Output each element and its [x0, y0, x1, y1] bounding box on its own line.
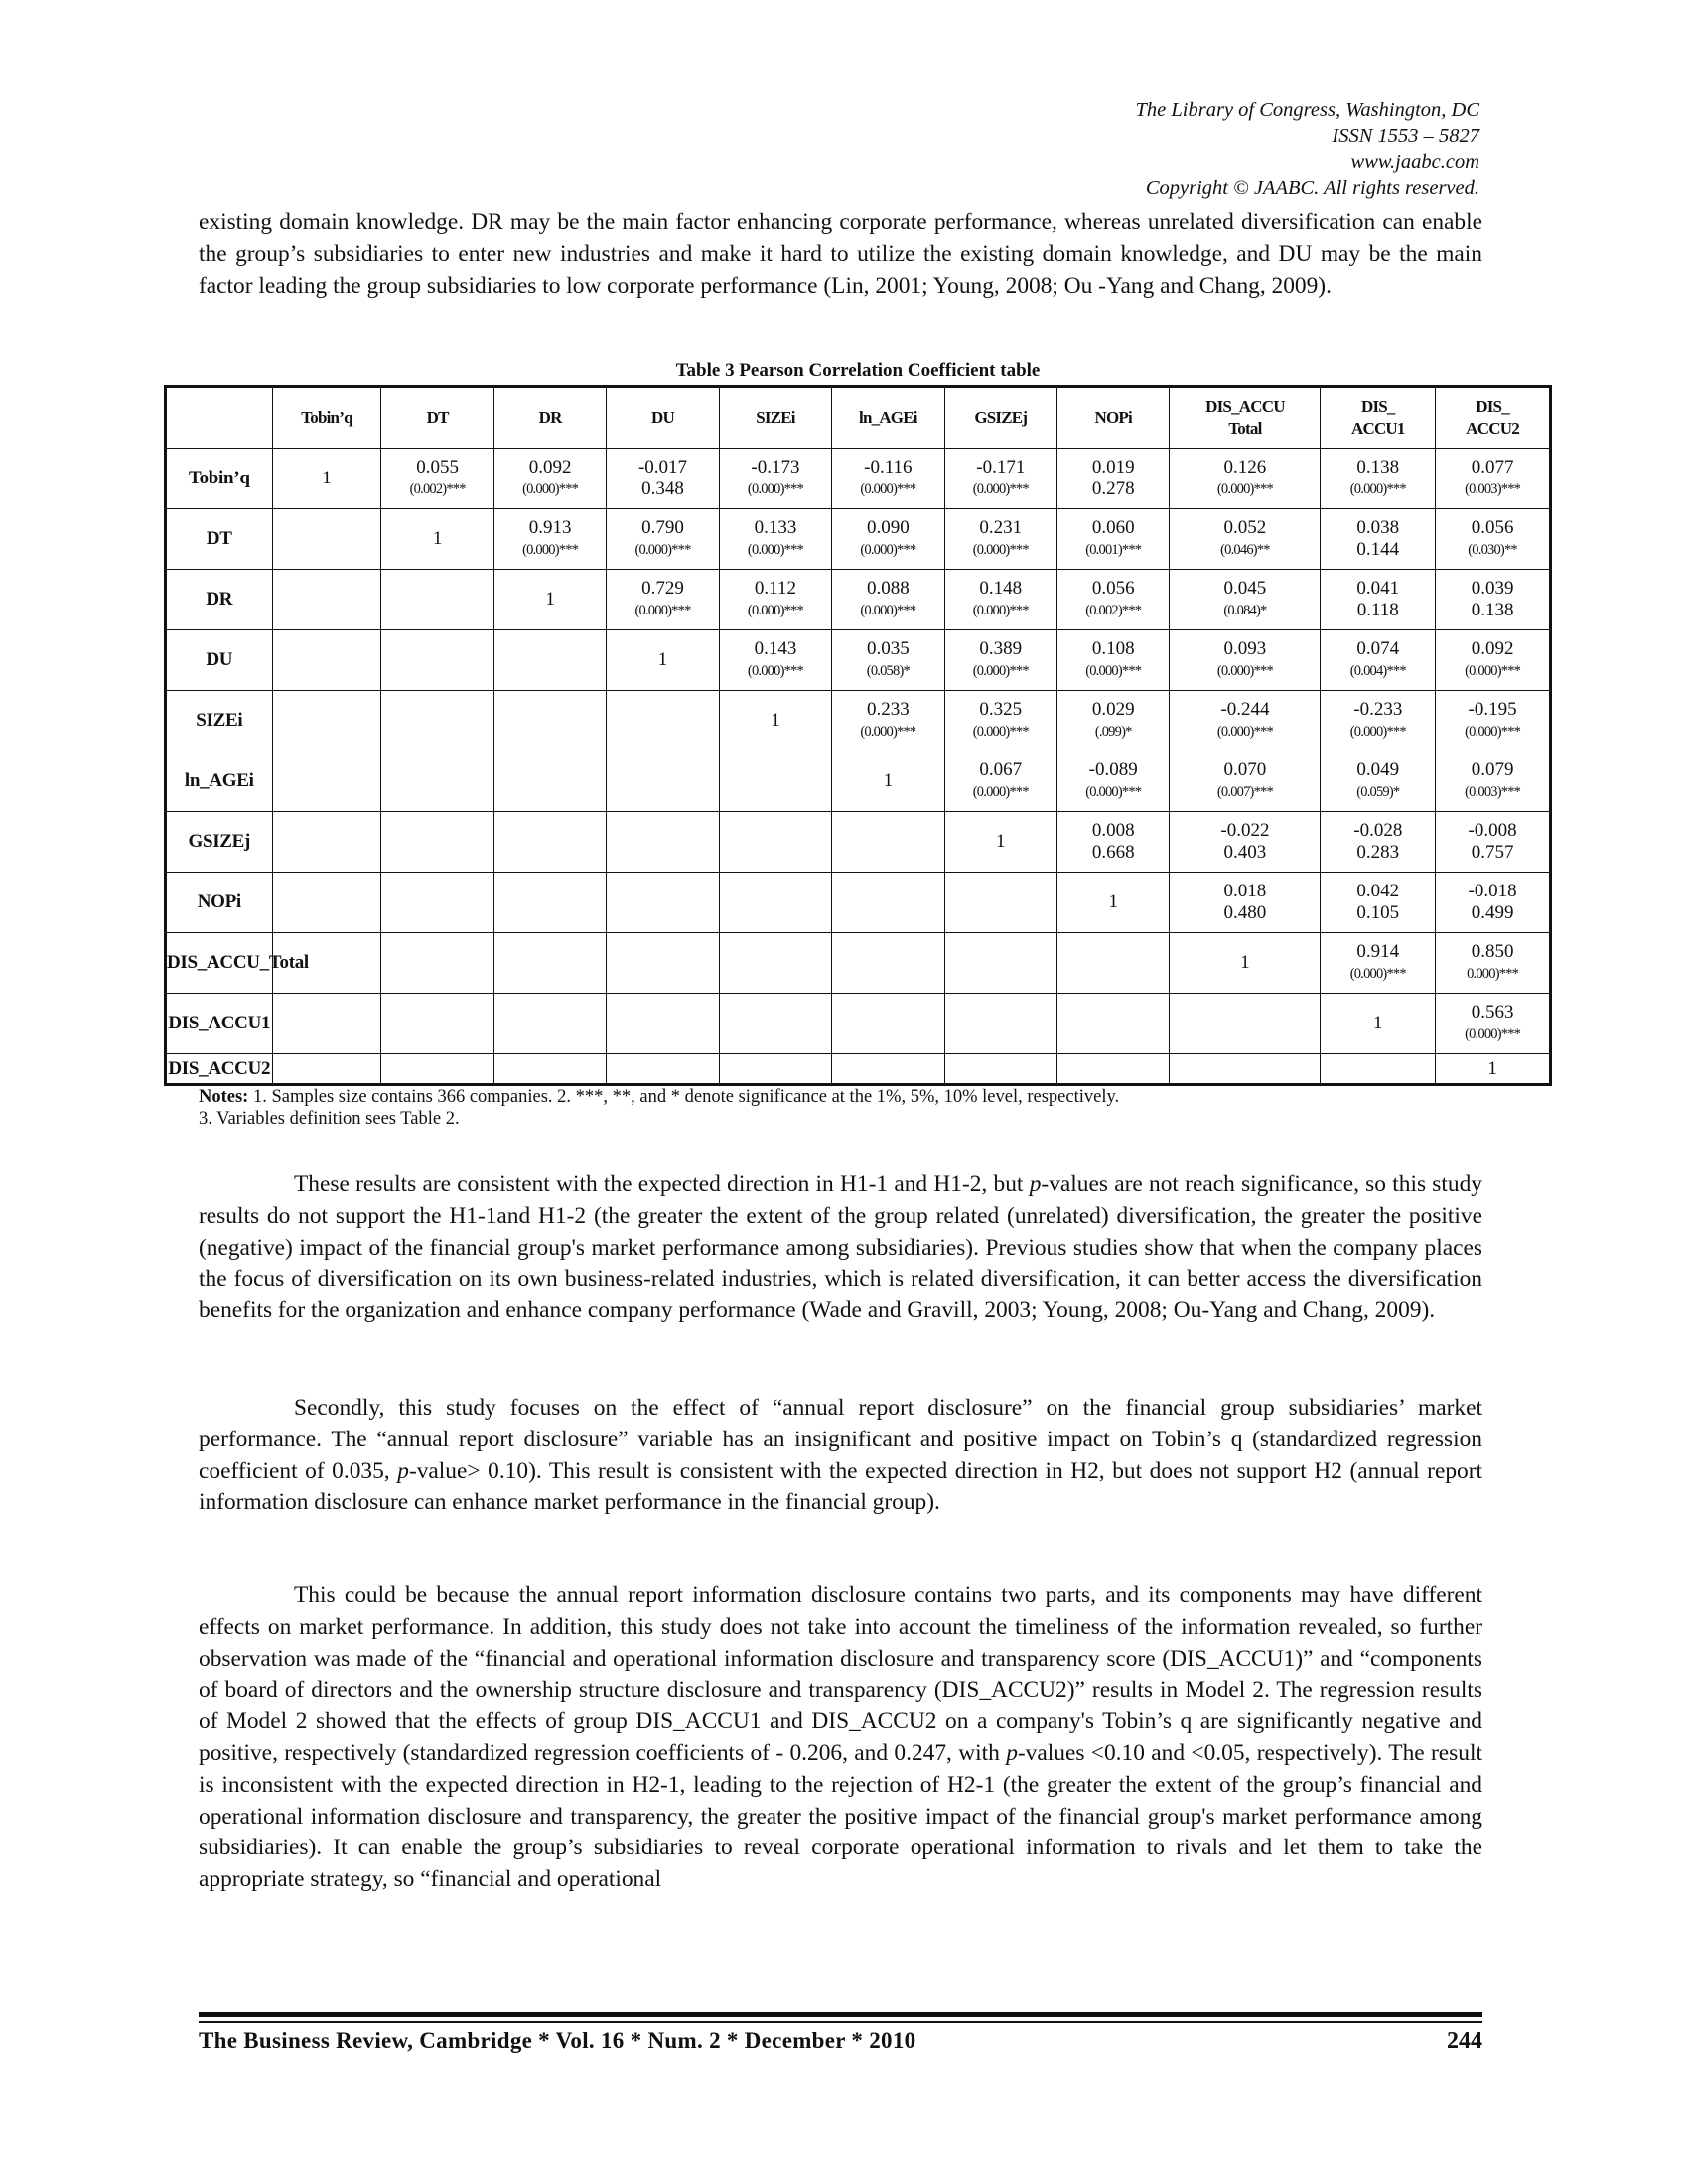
- p-value: 0.144: [1356, 539, 1400, 560]
- table-cell: [1170, 691, 1321, 751]
- header-line-3: www.jaabc.com: [1350, 151, 1479, 173]
- p-value: (0.000)***: [1085, 663, 1142, 679]
- table-cell: [1057, 509, 1170, 570]
- p-value: (0.000)***: [1085, 784, 1142, 800]
- table-cell: [493, 994, 606, 1054]
- coefficient-value: 1: [1487, 1057, 1497, 1079]
- header-line-4: Copyright © JAABC. All rights reserved.: [1145, 177, 1479, 199]
- table-cell: [1170, 873, 1321, 933]
- p-value: 0.403: [1223, 842, 1267, 863]
- table-cell: [607, 1054, 719, 1085]
- coefficient-value: 0.079: [1471, 759, 1514, 780]
- corner-cell: [166, 387, 273, 449]
- table-cell: [832, 1054, 944, 1085]
- p-value: (0.000)***: [1349, 724, 1406, 740]
- table-cell: [1057, 812, 1170, 873]
- coefficient-value: 0.093: [1223, 638, 1267, 659]
- coefficient-value: 0.231: [979, 517, 1023, 538]
- header-line-1: The Library of Congress, Washington, DC: [1135, 99, 1479, 121]
- row-label: DIS_ACCU_Total: [166, 933, 273, 994]
- coefficient-value: 0.055: [416, 457, 460, 478]
- p-value: (0.000)***: [860, 724, 916, 740]
- table-cell: [1321, 570, 1436, 630]
- row-label: DIS_ACCU1: [166, 994, 273, 1054]
- coefficient-value: 1: [771, 710, 780, 731]
- table-cell: [272, 630, 381, 691]
- row-label: DU: [166, 630, 273, 691]
- table-cell: [719, 994, 831, 1054]
- coefficient-value: 0.090: [866, 517, 910, 538]
- p-value: 0.000)***: [1467, 966, 1519, 982]
- table-cell: [381, 873, 493, 933]
- table-cell: [1057, 873, 1170, 933]
- coefficient-value: 0.077: [1471, 457, 1514, 478]
- table-cell: [493, 691, 606, 751]
- body-paragraph-2: Secondly, this study focuses on the effect of “annual report disclosure” on the financial group subsidiaries’ market performance. The “annual report disclosure” variable has an insignificant and positive impact on Tobin’s q (standardized regression coefficient of 0.035, p-value> 0.10). This result is consistent with the expected direction in H2, but does not support H2 (annual report information disclosure can enhance market performance in the financial group).: [199, 1395, 1483, 1516]
- table-cell: [719, 570, 831, 630]
- coefficient-value: 0.133: [754, 517, 797, 538]
- table-cell: [1436, 751, 1551, 812]
- p-value: (0.000)***: [972, 663, 1029, 679]
- table-cell: [944, 812, 1056, 873]
- coefficient-value: 0.042: [1356, 881, 1400, 901]
- coefficient-value: 0.049: [1356, 759, 1400, 780]
- table-cell: [381, 751, 493, 812]
- notes-line-1: 1. Samples size contains 366 companies. 2. ***, **, and * denote significance at the 1%, 5%, 10% level, respectively.: [248, 1087, 1120, 1107]
- coefficient-value: 0.008: [1091, 820, 1135, 841]
- coefficient-value: 1: [1240, 952, 1250, 973]
- table-cell: [381, 933, 493, 994]
- p-value: (0.000)***: [747, 481, 803, 497]
- page-number: 244: [1447, 2028, 1482, 2054]
- intro-paragraph: existing domain knowledge. DR may be the main factor enhancing corporate performance, whereas unrelated diversification can enable the group’s subsidiaries to enter new industries and make it hard to utilize the existing domain knowledge, and DU may be the main factor leading the group subsidiaries to low corporate performance (Lin, 2001; Young, 2008; Ou -Yang and Chang, 2009).: [199, 209, 1482, 299]
- table-cell: [1057, 630, 1170, 691]
- table-cell: [832, 812, 944, 873]
- table-cell: [1436, 449, 1551, 509]
- table-cell: [1321, 1054, 1436, 1085]
- table-cell: [944, 509, 1056, 570]
- table-cell: [607, 933, 719, 994]
- table-cell: [944, 570, 1056, 630]
- table-cell: [493, 630, 606, 691]
- table-cell: [272, 812, 381, 873]
- coefficient-value: 0.052: [1223, 517, 1267, 538]
- p-value: (0.000)***: [860, 542, 916, 558]
- p-value: (0.000)***: [972, 784, 1029, 800]
- coefficient-value: 0.850: [1471, 941, 1514, 962]
- row-label: NOPi: [166, 873, 273, 933]
- coefficient-value: 0.148: [979, 578, 1023, 599]
- table-cell: [1321, 691, 1436, 751]
- table-cell: [607, 812, 719, 873]
- table-cell: [1057, 691, 1170, 751]
- p-value: (0.003)***: [1465, 784, 1521, 800]
- coefficient-value: -0.028: [1353, 820, 1403, 841]
- table-cell: [607, 751, 719, 812]
- coefficient-value: 0.112: [754, 578, 796, 599]
- table-cell: [1321, 449, 1436, 509]
- coefficient-value: 1: [322, 468, 332, 488]
- column-header: DT: [381, 387, 493, 449]
- table-cell: [607, 630, 719, 691]
- footer-journal: The Business Review, Cambridge * Vol. 16 * Num. 2 * December * 2010: [199, 2028, 916, 2053]
- table-cell: [1436, 691, 1551, 751]
- table-cell: [944, 691, 1056, 751]
- p-value: (0.000)***: [1349, 966, 1406, 982]
- p-value: (0.000)***: [860, 481, 916, 497]
- table-cell: [272, 873, 381, 933]
- p-value: (0.000)***: [747, 663, 803, 679]
- table-cell: [1321, 812, 1436, 873]
- p-value: 0.348: [641, 478, 684, 499]
- table-cell: [493, 449, 606, 509]
- coefficient-value: 0.038: [1356, 517, 1400, 538]
- table-row: [166, 933, 1551, 994]
- table-row: [166, 873, 1551, 933]
- table-cell: [944, 1054, 1056, 1085]
- p-value: (0.002)***: [1085, 603, 1142, 618]
- table-notes: [199, 1086, 1489, 1130]
- table-cell: [1170, 933, 1321, 994]
- table-cell: [381, 812, 493, 873]
- table-cell: [381, 449, 493, 509]
- table-cell: [272, 691, 381, 751]
- table-cell: [1321, 751, 1436, 812]
- p-value: (0.000)***: [972, 603, 1029, 618]
- p-value: (0.000)***: [522, 481, 579, 497]
- p-value: (0.000)***: [972, 481, 1029, 497]
- coefficient-value: 0.563: [1471, 1002, 1514, 1023]
- p-value: (0.001)***: [1085, 542, 1142, 558]
- table-row: [166, 570, 1551, 630]
- coefficient-value: 1: [883, 770, 894, 791]
- table-cell: [272, 449, 381, 509]
- p-value: (0.000)***: [634, 603, 691, 618]
- table-cell: [1436, 812, 1551, 873]
- coefficient-value: 0.035: [866, 638, 910, 659]
- table-cell: [272, 751, 381, 812]
- row-label: DIS_ACCU2: [166, 1054, 273, 1085]
- table-cell: [1436, 994, 1551, 1054]
- table-cell: [1321, 509, 1436, 570]
- coefficient-value: 0.790: [641, 517, 684, 538]
- p-value: (0.000)***: [972, 542, 1029, 558]
- table-title: Table 3 Pearson Correlation Coefficient table: [675, 360, 1041, 381]
- table-cell: [944, 873, 1056, 933]
- column-header: DR: [493, 387, 606, 449]
- coefficient-value: 1: [657, 649, 668, 670]
- coefficient-value: -0.116: [864, 457, 913, 478]
- table-cell: [719, 812, 831, 873]
- column-header: DU: [607, 387, 719, 449]
- table-cell: [607, 509, 719, 570]
- table-cell: [1436, 873, 1551, 933]
- table-row: [166, 812, 1551, 873]
- p-value: (0.002)***: [409, 481, 466, 497]
- table-cell: [381, 630, 493, 691]
- row-label: Tobin’q: [166, 449, 273, 509]
- table-row: [166, 994, 1551, 1054]
- coefficient-value: -0.017: [637, 457, 688, 478]
- notes-label: Notes:: [199, 1087, 249, 1107]
- coefficient-value: 0.070: [1223, 759, 1267, 780]
- table-cell: [1321, 873, 1436, 933]
- table-cell: [1170, 449, 1321, 509]
- table-cell: [719, 873, 831, 933]
- table-cell: [272, 994, 381, 1054]
- table-cell: [832, 994, 944, 1054]
- table-cell: [1321, 630, 1436, 691]
- table-cell: [493, 1054, 606, 1085]
- table-cell: [719, 630, 831, 691]
- p-value: 0.757: [1471, 842, 1514, 863]
- p-value: (0.000)***: [522, 542, 579, 558]
- column-header: GSIZEj: [944, 387, 1056, 449]
- coefficient-value: 1: [1373, 1013, 1383, 1033]
- table-cell: [381, 994, 493, 1054]
- table-cell: [272, 570, 381, 630]
- table-cell: [1170, 570, 1321, 630]
- column-header: ln_AGEi: [832, 387, 944, 449]
- p-value: (.099)*: [1094, 724, 1132, 740]
- table-cell: [944, 994, 1056, 1054]
- coefficient-value: 0.060: [1091, 517, 1135, 538]
- column-header: DIS_ ACCU1: [1321, 387, 1436, 449]
- coefficient-value: 0.138: [1356, 457, 1400, 478]
- coefficient-value: -0.089: [1088, 759, 1138, 780]
- table-cell: [607, 570, 719, 630]
- p-value: (0.030)**: [1468, 542, 1517, 558]
- p-value: (0.000)***: [1216, 481, 1273, 497]
- coefficient-value: 0.018: [1223, 881, 1267, 901]
- table-cell: [1436, 1054, 1551, 1085]
- p-value: (0.084)*: [1223, 603, 1267, 618]
- p-value: (0.058)*: [866, 663, 910, 679]
- table-cell: [1321, 994, 1436, 1054]
- journal-header: [884, 97, 1479, 201]
- table-cell: [832, 751, 944, 812]
- coefficient-value: 0.143: [754, 638, 797, 659]
- table-cell: [1436, 509, 1551, 570]
- p-value: 0.105: [1356, 902, 1400, 923]
- coefficient-value: 0.389: [979, 638, 1023, 659]
- table-cell: [607, 994, 719, 1054]
- p-value: (0.007)***: [1216, 784, 1273, 800]
- coefficient-value: 0.039: [1471, 578, 1514, 599]
- coefficient-value: -0.195: [1468, 699, 1517, 720]
- row-label: SIZEi: [166, 691, 273, 751]
- table-cell: [719, 509, 831, 570]
- table-cell: [493, 812, 606, 873]
- table-cell: [493, 751, 606, 812]
- coefficient-value: 0.126: [1223, 457, 1267, 478]
- table-cell: [607, 691, 719, 751]
- coefficient-value: 1: [432, 528, 443, 549]
- table-row: [166, 449, 1551, 509]
- table-cell: [1057, 751, 1170, 812]
- table-cell: [1057, 933, 1170, 994]
- column-header: SIZEi: [719, 387, 831, 449]
- coefficient-value: 1: [545, 589, 555, 610]
- coefficient-value: 0.913: [528, 517, 572, 538]
- row-label: DR: [166, 570, 273, 630]
- table-cell: [944, 933, 1056, 994]
- table-row: [166, 691, 1551, 751]
- coefficient-value: -0.244: [1220, 699, 1270, 720]
- table-cell: [381, 570, 493, 630]
- table-cell: [832, 630, 944, 691]
- column-header: DIS_ ACCU2: [1436, 387, 1551, 449]
- p-value: (0.000)***: [860, 603, 916, 618]
- table-cell: [493, 509, 606, 570]
- table-cell: [719, 691, 831, 751]
- coefficient-value: 0.108: [1091, 638, 1135, 659]
- table-cell: [832, 570, 944, 630]
- table-row: [166, 630, 1551, 691]
- p-value: (0.059)*: [1356, 784, 1400, 800]
- p-value: 0.138: [1471, 600, 1514, 620]
- table-cell: [944, 751, 1056, 812]
- table-cell: [493, 873, 606, 933]
- table-cell: [832, 873, 944, 933]
- coefficient-value: 0.056: [1471, 517, 1514, 538]
- column-header: DIS_ACCU Total: [1170, 387, 1321, 449]
- row-label: DT: [166, 509, 273, 570]
- footer-rule-thick: [199, 2012, 1482, 2017]
- p-value: 0.118: [1356, 600, 1399, 620]
- p-value: (0.000)***: [1465, 724, 1521, 740]
- p-value: (0.004)***: [1349, 663, 1406, 679]
- table-cell: [493, 933, 606, 994]
- table-header-row: [166, 387, 1551, 449]
- coefficient-value: 0.045: [1223, 578, 1267, 599]
- p-value: (0.003)***: [1465, 481, 1521, 497]
- coefficient-value: 1: [1108, 891, 1118, 912]
- p-value: (0.000)***: [1349, 481, 1406, 497]
- coefficient-value: 0.074: [1356, 638, 1400, 659]
- p-value: (0.000)***: [1216, 663, 1273, 679]
- coefficient-value: 0.067: [979, 759, 1023, 780]
- table-cell: [1436, 570, 1551, 630]
- column-header: Tobin’q: [272, 387, 381, 449]
- table-cell: [944, 630, 1056, 691]
- coefficient-value: -0.008: [1468, 820, 1517, 841]
- table-cell: [1057, 994, 1170, 1054]
- table-cell: [607, 449, 719, 509]
- notes-line-2: 3. Variables definition sees Table 2.: [199, 1109, 460, 1129]
- table-row: [166, 751, 1551, 812]
- p-value: (0.000)***: [747, 603, 803, 618]
- table-cell: [1436, 630, 1551, 691]
- coefficient-value: -0.018: [1468, 881, 1517, 901]
- coefficient-value: 0.233: [866, 699, 910, 720]
- coefficient-value: 0.729: [641, 578, 684, 599]
- body-paragraph-1: These results are consistent with the expected direction in H1-1 and H1-2, but p-values are not reach significance, so this study results do not support the H1-1and H1-2 (the greater the extent of the group related (unrelated) diversification, the greater the positive (negative) impact of the financial group's market performance among subsidiaries). Previous studies show that when the company places the focus of diversification on its own business-related industries, which is related diversification, it can better access the diversification benefits for the organization and enhance company performance (Wade and Gravill, 2003; Young, 2008; Ou-Yang and Chang, 2009).: [199, 1171, 1482, 1324]
- table-cell: [944, 449, 1056, 509]
- table-cell: [719, 933, 831, 994]
- coefficient-value: 0.092: [1471, 638, 1514, 659]
- table-cell: [1057, 570, 1170, 630]
- p-value: 0.278: [1091, 478, 1135, 499]
- table-cell: [493, 570, 606, 630]
- table-cell: [1170, 812, 1321, 873]
- table-row: [166, 1054, 1551, 1085]
- body-paragraph-3: This could be because the annual report information disclosure contains two parts, and its components may have different effects on market performance. In addition, this study does not take into account the timeliness of the information revealed, so further observation was made of the “financial and operational information disclosure and transparency score (DIS_ACCU1)” and “components of board of directors and the ownership structure disclosure and transparency (DIS_ACCU2)” results in Model 2. The regression results of Model 2 showed that the effects of group DIS_ACCU1 and DIS_ACCU2 on a company's Tobin’s q are significantly negative and positive, respectively (standardized regression coefficients of - 0.206, and 0.247, with p-values <0.10 and <0.05, respectively). The result is inconsistent with the expected direction in H2-1, leading to the rejection of H2-1 (the greater the extent of the group’s financial and operational information disclosure and transparency, the greater the positive impact of the financial group's market performance among subsidiaries). It can enable the group’s subsidiaries to reveal corporate operational information to rivals and let them to take the appropriate strategy, so “financial and operational: [199, 1582, 1482, 1893]
- table-cell: [1436, 933, 1551, 994]
- coefficient-value: 0.088: [866, 578, 910, 599]
- coefficient-value: -0.233: [1353, 699, 1403, 720]
- table-cell: [832, 933, 944, 994]
- p-value: (0.000)***: [972, 724, 1029, 740]
- table-cell: [1170, 1054, 1321, 1085]
- footer-rule-thin: [199, 2021, 1482, 2023]
- coefficient-value: 0.019: [1091, 457, 1135, 478]
- table-cell: [832, 691, 944, 751]
- coefficient-value: 0.029: [1091, 699, 1135, 720]
- table-cell: [381, 1054, 493, 1085]
- table-cell: [1321, 933, 1436, 994]
- row-label: GSIZEj: [166, 812, 273, 873]
- p-value: (0.000)***: [634, 542, 691, 558]
- p-value: 0.283: [1356, 842, 1400, 863]
- table-cell: [381, 691, 493, 751]
- coefficient-value: 0.041: [1356, 578, 1400, 599]
- p-value: (0.000)***: [1216, 724, 1273, 740]
- coefficient-value: -0.173: [751, 457, 800, 478]
- p-value: (0.000)***: [747, 542, 803, 558]
- coefficient-value: 0.092: [528, 457, 572, 478]
- table-cell: [1057, 1054, 1170, 1085]
- table-cell: [272, 1054, 381, 1085]
- table-cell: [1170, 509, 1321, 570]
- table-cell: [719, 1054, 831, 1085]
- table-cell: [719, 449, 831, 509]
- table-cell: [1170, 630, 1321, 691]
- coefficient-value: 0.325: [979, 699, 1023, 720]
- table-row: [166, 509, 1551, 570]
- p-value: 0.499: [1471, 902, 1514, 923]
- coefficient-value: 0.056: [1091, 578, 1135, 599]
- p-value: 0.668: [1091, 842, 1135, 863]
- table-cell: [832, 509, 944, 570]
- table-cell: [381, 509, 493, 570]
- column-header: NOPi: [1057, 387, 1170, 449]
- coefficient-value: 0.914: [1356, 941, 1400, 962]
- table-cell: [1170, 994, 1321, 1054]
- correlation-table: [164, 385, 1552, 1086]
- table-cell: [1057, 449, 1170, 509]
- p-value: (0.046)**: [1220, 542, 1270, 558]
- row-label: ln_AGEi: [166, 751, 273, 812]
- coefficient-value: 1: [996, 831, 1006, 852]
- coefficient-value: -0.171: [976, 457, 1026, 478]
- header-line-2: ISSN 1553 – 5827: [1332, 125, 1479, 147]
- p-value: 0.480: [1223, 902, 1267, 923]
- p-value: (0.000)***: [1465, 663, 1521, 679]
- table-cell: [1170, 751, 1321, 812]
- table-cell: [272, 509, 381, 570]
- coefficient-value: -0.022: [1220, 820, 1270, 841]
- p-value: (0.000)***: [1465, 1026, 1521, 1042]
- table-cell: [719, 751, 831, 812]
- table-cell: [607, 873, 719, 933]
- table-cell: [832, 449, 944, 509]
